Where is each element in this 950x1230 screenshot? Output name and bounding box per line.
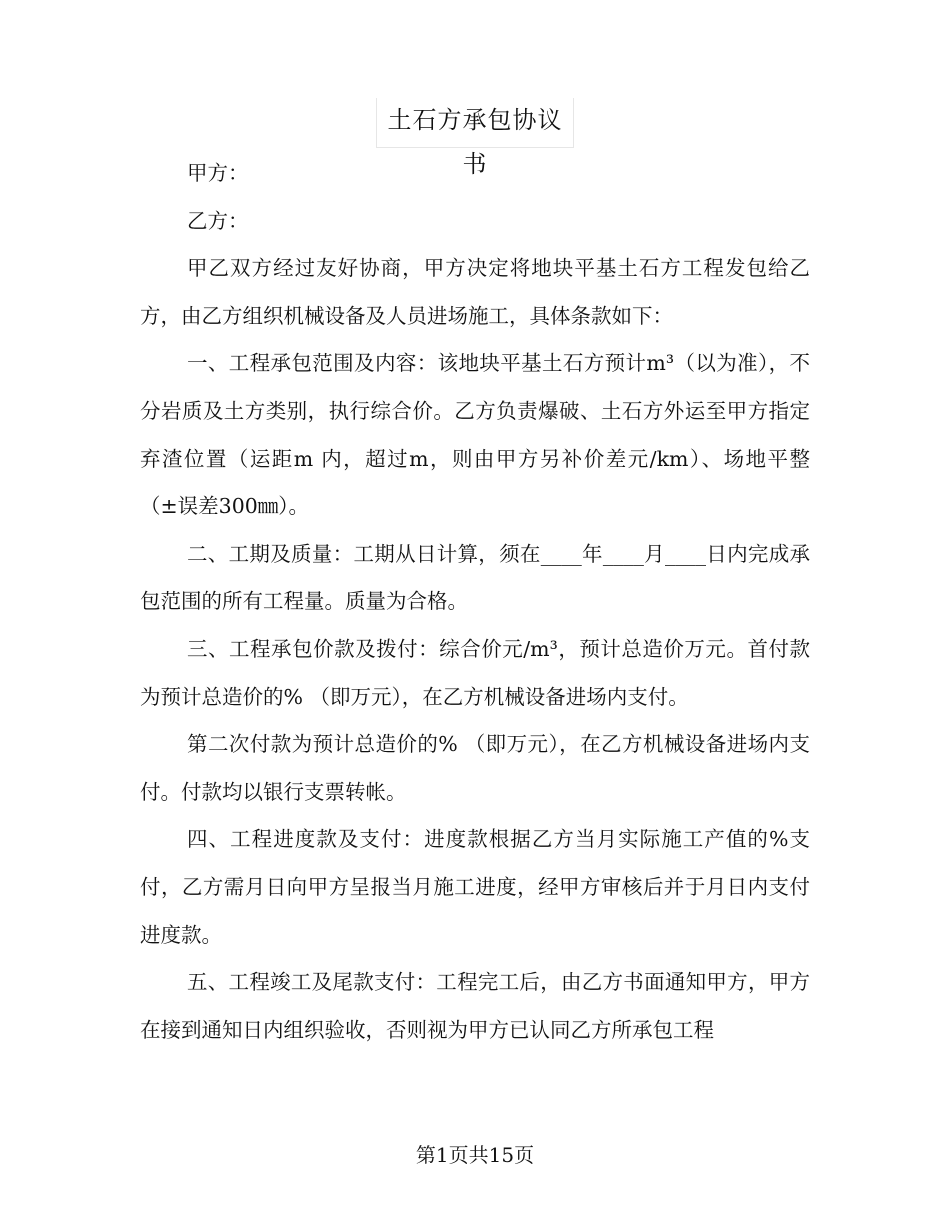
- paragraph-intro: 甲乙双方经过友好协商，甲方决定将地块平基土石方工程发包给乙方，由乙方组织机械设备及人员进场施工，具体条款如下：: [140, 256, 810, 328]
- paragraph-party-a: 甲方：: [187, 161, 249, 185]
- paragraph-progress-payment: 四、工程进度款及支付：进度款根据乙方当月实际施工产值的%支付，乙方需月日向甲方呈报当月施工进度，经甲方审核后并于月日内支付进度款。: [140, 827, 810, 947]
- document-body: [140, 150, 810, 1054]
- paragraph-schedule: 二、工期及质量：工期从日计算，须在____年____月____日内完成承包范围的所有工程量。质量为合格。: [140, 541, 810, 614]
- paragraph-scope: 一、工程承包范围及内容：该地块平基土石方预计m³（以为准），不分岩质及土方类别，执行综合价。乙方负责爆破、土石方外运至甲方指定弃渣位置（运距m 内，超过m，则由甲方另补价差元/km）、场地平整（±误差300㎜）。: [140, 351, 810, 519]
- paragraph-price: 三、工程承包价款及拨付：综合价元/m³，预计总造价万元。首付款为预计总造价的% （即万元），在乙方机械设备进场内支付。: [140, 636, 810, 709]
- paragraph-second-payment: 第二次付款为预计总造价的% （即万元），在乙方机械设备进场内支付。付款均以银行支票转帐。: [140, 732, 810, 804]
- paragraph-party-b: 乙方：: [187, 208, 249, 233]
- page-footer: 第1页共15页: [415, 1143, 535, 1167]
- document-title: 土石方承包协议书: [376, 98, 574, 148]
- paragraph-completion: 五、工程竣工及尾款支付：工程完工后，由乙方书面通知甲方，甲方在接到通知日内组织验收，否则视为甲方已认同乙方所承包工程: [140, 970, 810, 1042]
